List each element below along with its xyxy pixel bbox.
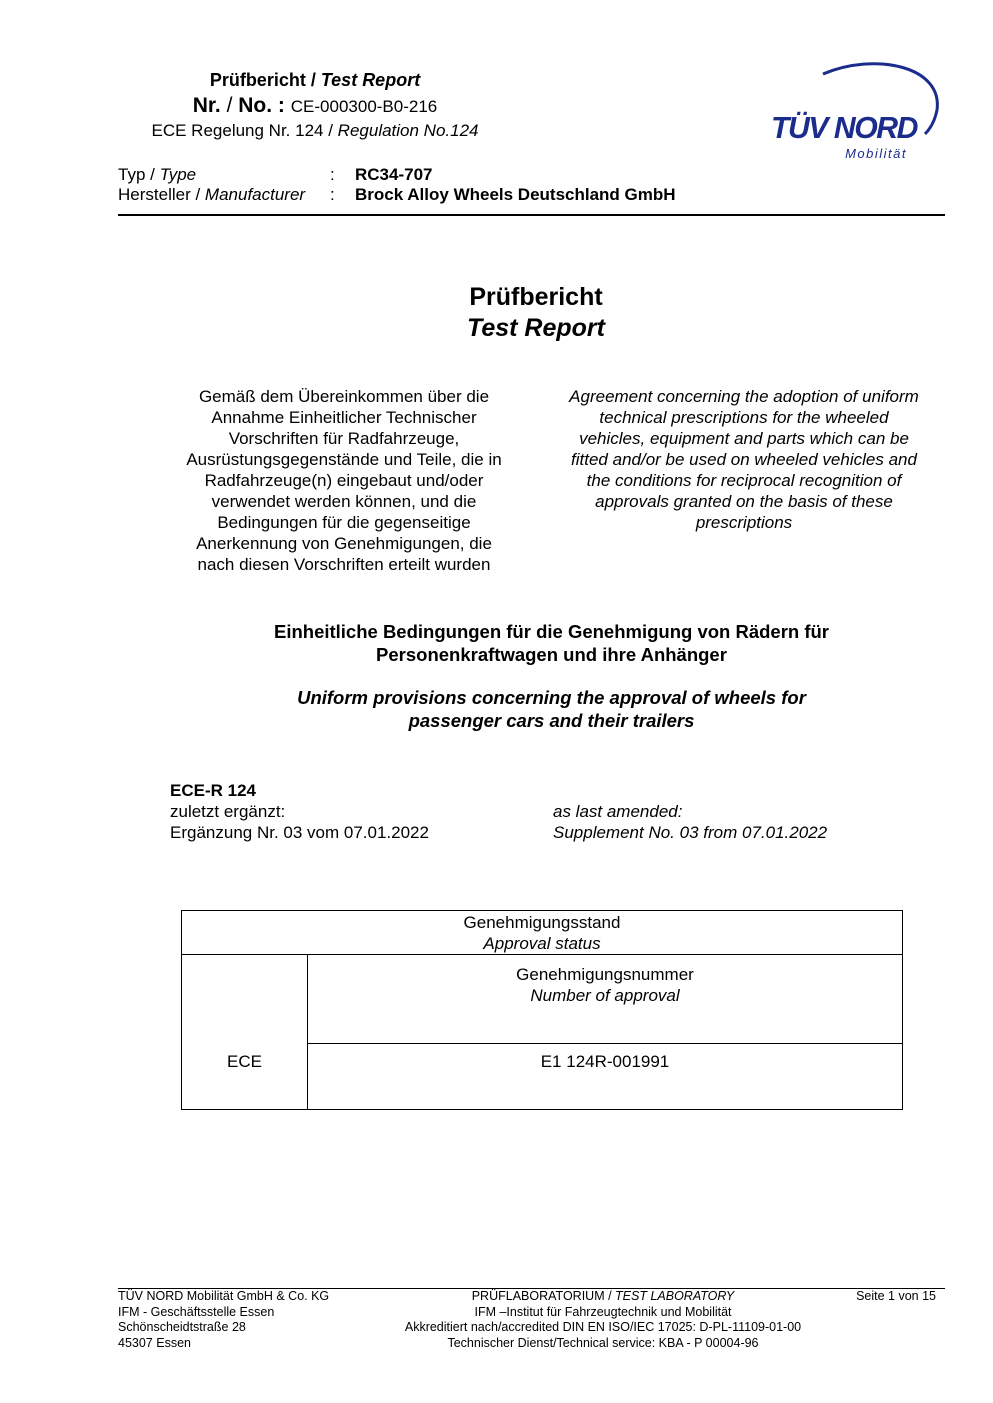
table-divider [307,1043,902,1044]
main-title [430,282,642,344]
report-title-de: Prüfbericht [209,70,306,90]
provisions-de-line: Einheitliche Bedingungen für die Genehmigung von Rädern für [273,621,830,642]
regulation-code: ECE-R 124 [170,781,256,800]
provisions-de-line: Personenkraftwagen und ihre Anhänger [376,644,727,665]
agreement-de-line: Gemäß dem Übereinkommen über die [198,387,490,406]
approval-status-header [182,912,902,954]
approval-number-header [308,964,902,1006]
main-title-de: Prüfbericht [469,283,603,311]
agreement-de-line: nach diesen Vorschriften erteilt wurden [197,555,491,574]
footer-lab-title-de: PRÜFLABORATORIUM [471,1289,605,1303]
type-label-separator: / [145,165,160,184]
main-title-en: Test Report [467,314,605,342]
footer-address-line: IFM - Geschäftsstelle Essen [118,1304,275,1319]
agreement-en-line: vehicles, equipment and parts which can be [579,429,909,448]
manufacturer-label-de: Hersteller [118,185,191,204]
manufacturer-value: Brock Alloy Wheels Deutschland GmbH [355,185,676,204]
approval-type-cell: ECE [227,1052,262,1071]
agreement-en-line: the conditions for reciprocal recognition of [586,471,902,490]
footer-lab-title-en: TEST LABORATORY [615,1289,735,1303]
regulation-de: ECE Regelung Nr. 124 [151,121,324,140]
type-label-de: Typ [118,165,146,184]
type-colon: : [330,165,335,184]
table-divider [182,954,902,955]
approval-number-de: Genehmigungsnummer [516,965,694,984]
type-value: RC34-707 [355,165,433,184]
tuv-nord-logo [765,58,945,168]
agreement-de-line: Anerkennung von Genehmigungen, die [196,534,492,553]
regulation-line [100,121,530,141]
agreement-de-line: Ausrüstungsgegenstände und Teile, die in [186,450,502,469]
agreement-de-line: Bedingungen für die gegenseitige [217,513,471,532]
footer-laboratory [353,1289,853,1351]
supplement-en: Supplement No. 03 from 07.01.2022 [553,823,828,842]
regulation-en: Regulation No.124 [337,121,479,140]
provisions-heading-en [200,686,903,732]
manufacturer-row [118,185,676,205]
footer-address [118,1289,329,1351]
agreement-en-line: fitted and/or be used on wheeled vehicles and [571,450,917,469]
footer-address-line: TÜV NORD Mobilität GmbH & Co. KG [118,1289,330,1303]
agreement-en-line: approvals granted on the basis of these [595,492,893,511]
tuv-nord-logo-graphic [765,58,945,168]
footer-address-line: Schönscheidtstraße 28 [118,1320,246,1334]
report-number-line [100,94,530,118]
report-number-value: CE-000300-B0-216 [290,97,438,116]
agreement-de-line: Annahme Einheitlicher Technischer [211,408,477,427]
logo-sub-text: Mobilität [845,146,907,161]
agreement-de-line: Radfahrzeuge(n) eingebaut und/oder [204,471,484,490]
report-header-title [100,70,530,91]
agreement-en-line: technical prescriptions for the wheeled [599,408,889,427]
type-label [118,165,330,185]
type-row [118,165,433,185]
report-number-label-en: No. : [238,94,285,117]
page-number: Seite 1 von 15 [856,1289,936,1303]
approval-number-value: E1 124R-001991 [540,1052,670,1071]
manufacturer-label [118,185,330,205]
agreement-text-en [549,386,939,533]
supplement-de: Ergänzung Nr. 03 vom 07.01.2022 [170,823,429,842]
logo-brand-text: TÜV NORD [771,110,919,145]
approval-status-de: Genehmigungsstand [463,913,621,932]
footer-address-line: 45307 Essen [118,1335,191,1350]
approval-status-en: Approval status [483,934,601,953]
footer-lab-title-separator: / [604,1289,616,1303]
footer-lab-line: IFM –Institut für Fahrzeugtechnik und Mobilität [474,1304,732,1319]
agreement-de-line: verwendet werden können, und die [211,492,477,511]
footer-lab-title [353,1289,853,1305]
provisions-en-line: passenger cars and their trailers [408,710,695,731]
approval-number-en: Number of approval [530,986,680,1005]
header-divider [118,214,945,216]
report-number-label-de: Nr. [192,94,221,117]
agreement-en-line: prescriptions [695,513,793,532]
manufacturer-colon: : [330,185,335,204]
footer-lab-line: Akkreditiert nach/accredited DIN EN ISO/IEC 17025: D-PL-11109-01-00 [404,1320,802,1334]
amended-label-en: as last amended: [553,802,683,821]
provisions-heading-de [200,620,903,666]
report-title-en: Test Report [320,70,421,90]
report-number-separator: / [220,94,239,117]
provisions-en-line: Uniform provisions concerning the approval of wheels for [297,687,806,708]
agreement-text-de [164,386,524,575]
approval-status-table [181,910,903,1110]
manufacturer-label-separator: / [190,185,205,204]
footer-lab-line: Technischer Dienst/Technical service: KBA - P 00004-96 [447,1335,759,1350]
regulation-separator: / [323,121,338,140]
agreement-de-line: Vorschriften für Radfahrzeuge, [228,429,460,448]
title-separator: / [305,70,321,90]
type-label-en: Type [159,165,197,184]
agreement-en-line: Agreement concerning the adoption of uniform [569,387,919,406]
manufacturer-label-en: Manufacturer [204,185,306,204]
amended-label-de: zuletzt ergänzt: [170,802,286,821]
